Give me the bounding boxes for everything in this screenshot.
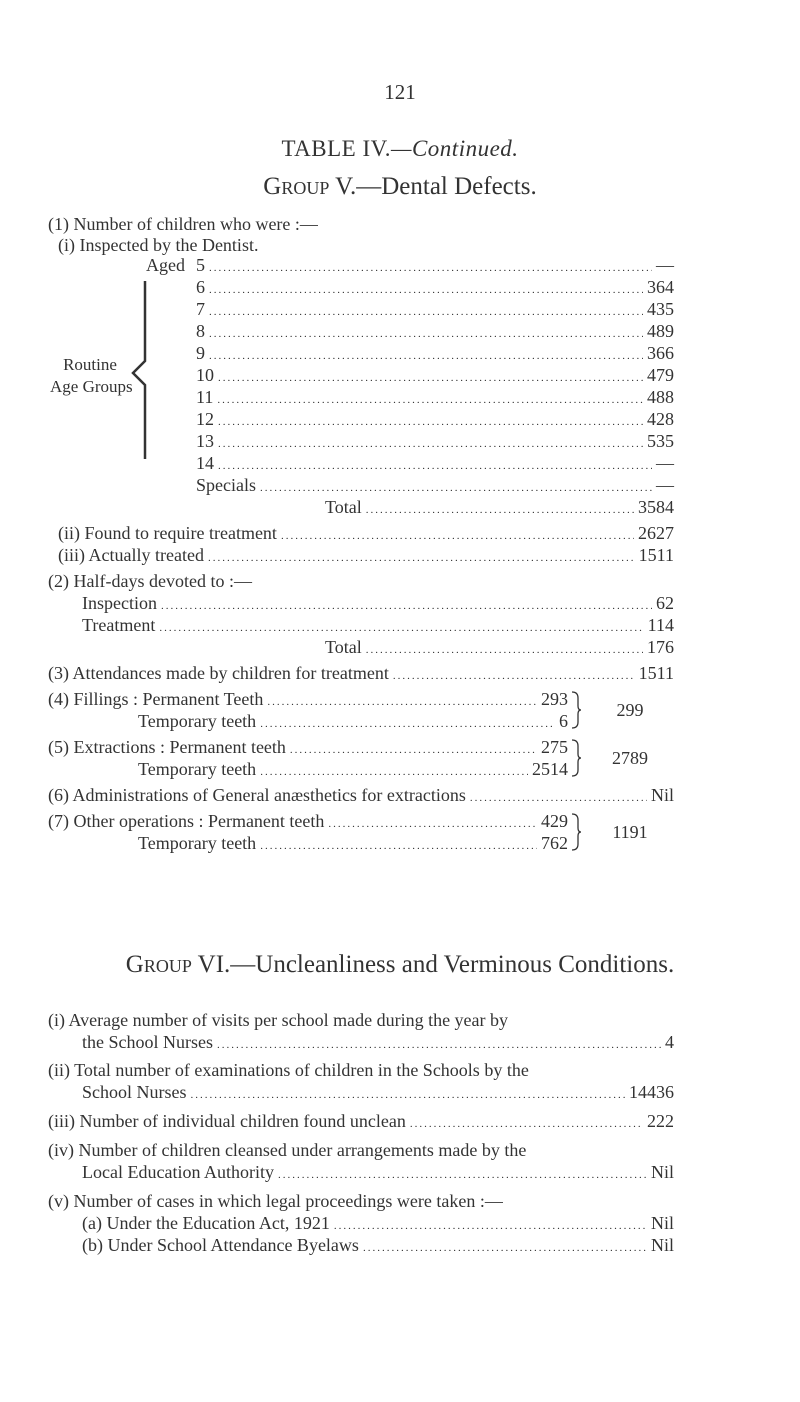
half-days-total-label: Total	[325, 637, 362, 657]
table-title-main: TABLE IV.	[281, 136, 392, 161]
aged-label: Aged	[146, 255, 185, 275]
actually-treated-value: 1511	[638, 545, 674, 565]
age-label: 9	[196, 343, 205, 363]
age-value: 366	[647, 343, 674, 363]
g6-vb-row	[82, 1234, 674, 1259]
age-label: 5	[196, 255, 205, 275]
age-value: —	[656, 255, 674, 275]
attendances-row	[48, 662, 674, 687]
other-operations-permanent-label: (7) Other operations : Permanent teeth	[48, 811, 325, 831]
group5-heading-rest: V.—Dental Defects.	[329, 173, 537, 200]
attendances-value: 1511	[638, 663, 674, 683]
age-label: 8	[196, 321, 205, 341]
g6-iv-line1: (iv) Number of children cleansed under arrangements made by the	[48, 1140, 527, 1160]
g6-i-line1: (i) Average number of visits per school made during the year by	[48, 1010, 509, 1030]
g6-ii-value: 14436	[629, 1082, 674, 1102]
table-title	[0, 136, 800, 162]
inspection-value: 62	[656, 593, 674, 613]
extractions-temporary-value: 2514	[532, 759, 568, 779]
item1-label: (1) Number of children who were :—	[48, 214, 318, 234]
fillings-temporary-row	[138, 710, 568, 735]
g6-ii-line2: School Nurses	[82, 1082, 187, 1102]
fillings-total: 299	[616, 700, 644, 720]
age-value: 488	[647, 387, 674, 407]
group6-heading-prefix: Group	[125, 951, 192, 978]
g6-ii-row	[82, 1081, 674, 1106]
extractions-total: 2789	[612, 748, 648, 768]
age-value: 364	[647, 277, 674, 297]
age-value: 428	[647, 409, 674, 429]
age-label: 14	[196, 453, 214, 473]
g6-iv-row	[82, 1161, 674, 1186]
g6-vb-value: Nil	[650, 1235, 674, 1255]
other-operations-temporary-label: Temporary teeth	[138, 833, 257, 853]
age-groups-brace	[125, 279, 149, 461]
g6-va-label: (a) Under the Education Act, 1921	[82, 1213, 330, 1233]
treatment-label: Treatment	[82, 615, 156, 635]
attendances-label: (3) Attendances made by children for treatment	[48, 663, 389, 683]
g6-vb-label: (b) Under School Attendance Byelaws	[82, 1235, 359, 1255]
age-label: 13	[196, 431, 214, 451]
g6-va-value: Nil	[650, 1213, 674, 1233]
group6-heading-rest: VI.—Uncleanliness and Verminous Conditions.	[191, 951, 675, 978]
g6-iii-label: (iii) Number of individual children found unclean	[48, 1111, 406, 1131]
g6-ii-line1: (ii) Total number of examinations of children in the Schools by the	[48, 1060, 529, 1080]
group5-heading	[0, 173, 800, 201]
age-label: 12	[196, 409, 214, 429]
fillings-permanent-label: (4) Fillings : Permanent Teeth	[48, 689, 264, 709]
g6-i-row	[82, 1031, 674, 1056]
other-operations-brace	[570, 812, 582, 852]
extractions-permanent-label: (5) Extractions : Permanent teeth	[48, 737, 286, 757]
fillings-temporary-value: 6	[559, 711, 568, 731]
fillings-permanent-value: 293	[541, 689, 568, 709]
half-days-total-value: 176	[647, 637, 674, 657]
other-operations-temporary-value: 762	[541, 833, 568, 853]
routine-label-line1: Routine	[63, 355, 117, 374]
g6-v-line1: (v) Number of cases in which legal proceedings were taken :—	[48, 1191, 503, 1211]
g6-i-value: 4	[665, 1032, 674, 1052]
other-operations-total: 1191	[612, 822, 648, 842]
routine-label	[50, 354, 133, 398]
age-value: 435	[647, 299, 674, 319]
anaesthetics-label: (6) Administrations of General anæsthetics for extractions	[48, 785, 466, 805]
age-value: 535	[647, 431, 674, 451]
fillings-brace	[570, 690, 582, 730]
treatment-value: 114	[647, 615, 674, 635]
other-operations-temporary-row	[138, 832, 568, 857]
inspection-label: Inspection	[82, 593, 157, 613]
g6-iv-line2: Local Education Authority	[82, 1162, 274, 1182]
found-require-treatment-label: (ii) Found to require treatment	[58, 523, 277, 543]
fillings-temporary-label: Temporary teeth	[138, 711, 257, 731]
age-label: 11	[196, 387, 214, 407]
total-label: Total	[325, 497, 362, 517]
age-label: 10	[196, 365, 214, 385]
extractions-temporary-label: Temporary teeth	[138, 759, 257, 779]
age-value: —	[656, 453, 674, 473]
group5-heading-prefix: Group	[263, 173, 330, 200]
actually-treated-label: (iii) Actually treated	[58, 545, 204, 565]
other-operations-permanent-value: 429	[541, 811, 568, 831]
age-label: 7	[196, 299, 205, 319]
age-value: 489	[647, 321, 674, 341]
anaesthetics-row	[48, 784, 674, 809]
total-value: 3584	[638, 497, 674, 517]
extractions-permanent-value: 275	[541, 737, 568, 757]
specials-label: Specials	[196, 475, 256, 495]
anaesthetics-value: Nil	[650, 785, 674, 805]
age-value: 479	[647, 365, 674, 385]
item1-i-label: (i) Inspected by the Dentist.	[58, 235, 259, 255]
age-label: 6	[196, 277, 205, 297]
actually-treated-row	[58, 544, 674, 569]
item2-label: (2) Half-days devoted to :—	[48, 571, 252, 591]
half-days-total-row	[325, 636, 674, 661]
g6-iv-value: Nil	[650, 1162, 674, 1182]
page-number: 121	[384, 80, 416, 104]
g6-i-line2: the School Nurses	[82, 1032, 213, 1052]
routine-label-line2: Age Groups	[50, 377, 133, 396]
table-title-continued: —Continued.	[391, 136, 519, 161]
group6-heading	[0, 951, 800, 979]
g6-iii-row	[48, 1110, 674, 1135]
extractions-brace	[570, 738, 582, 778]
total-row	[325, 496, 674, 521]
specials-value: —	[656, 475, 674, 495]
extractions-temporary-row	[138, 758, 568, 783]
g6-iii-value: 222	[647, 1111, 674, 1131]
found-require-treatment-value: 2627	[638, 523, 674, 543]
